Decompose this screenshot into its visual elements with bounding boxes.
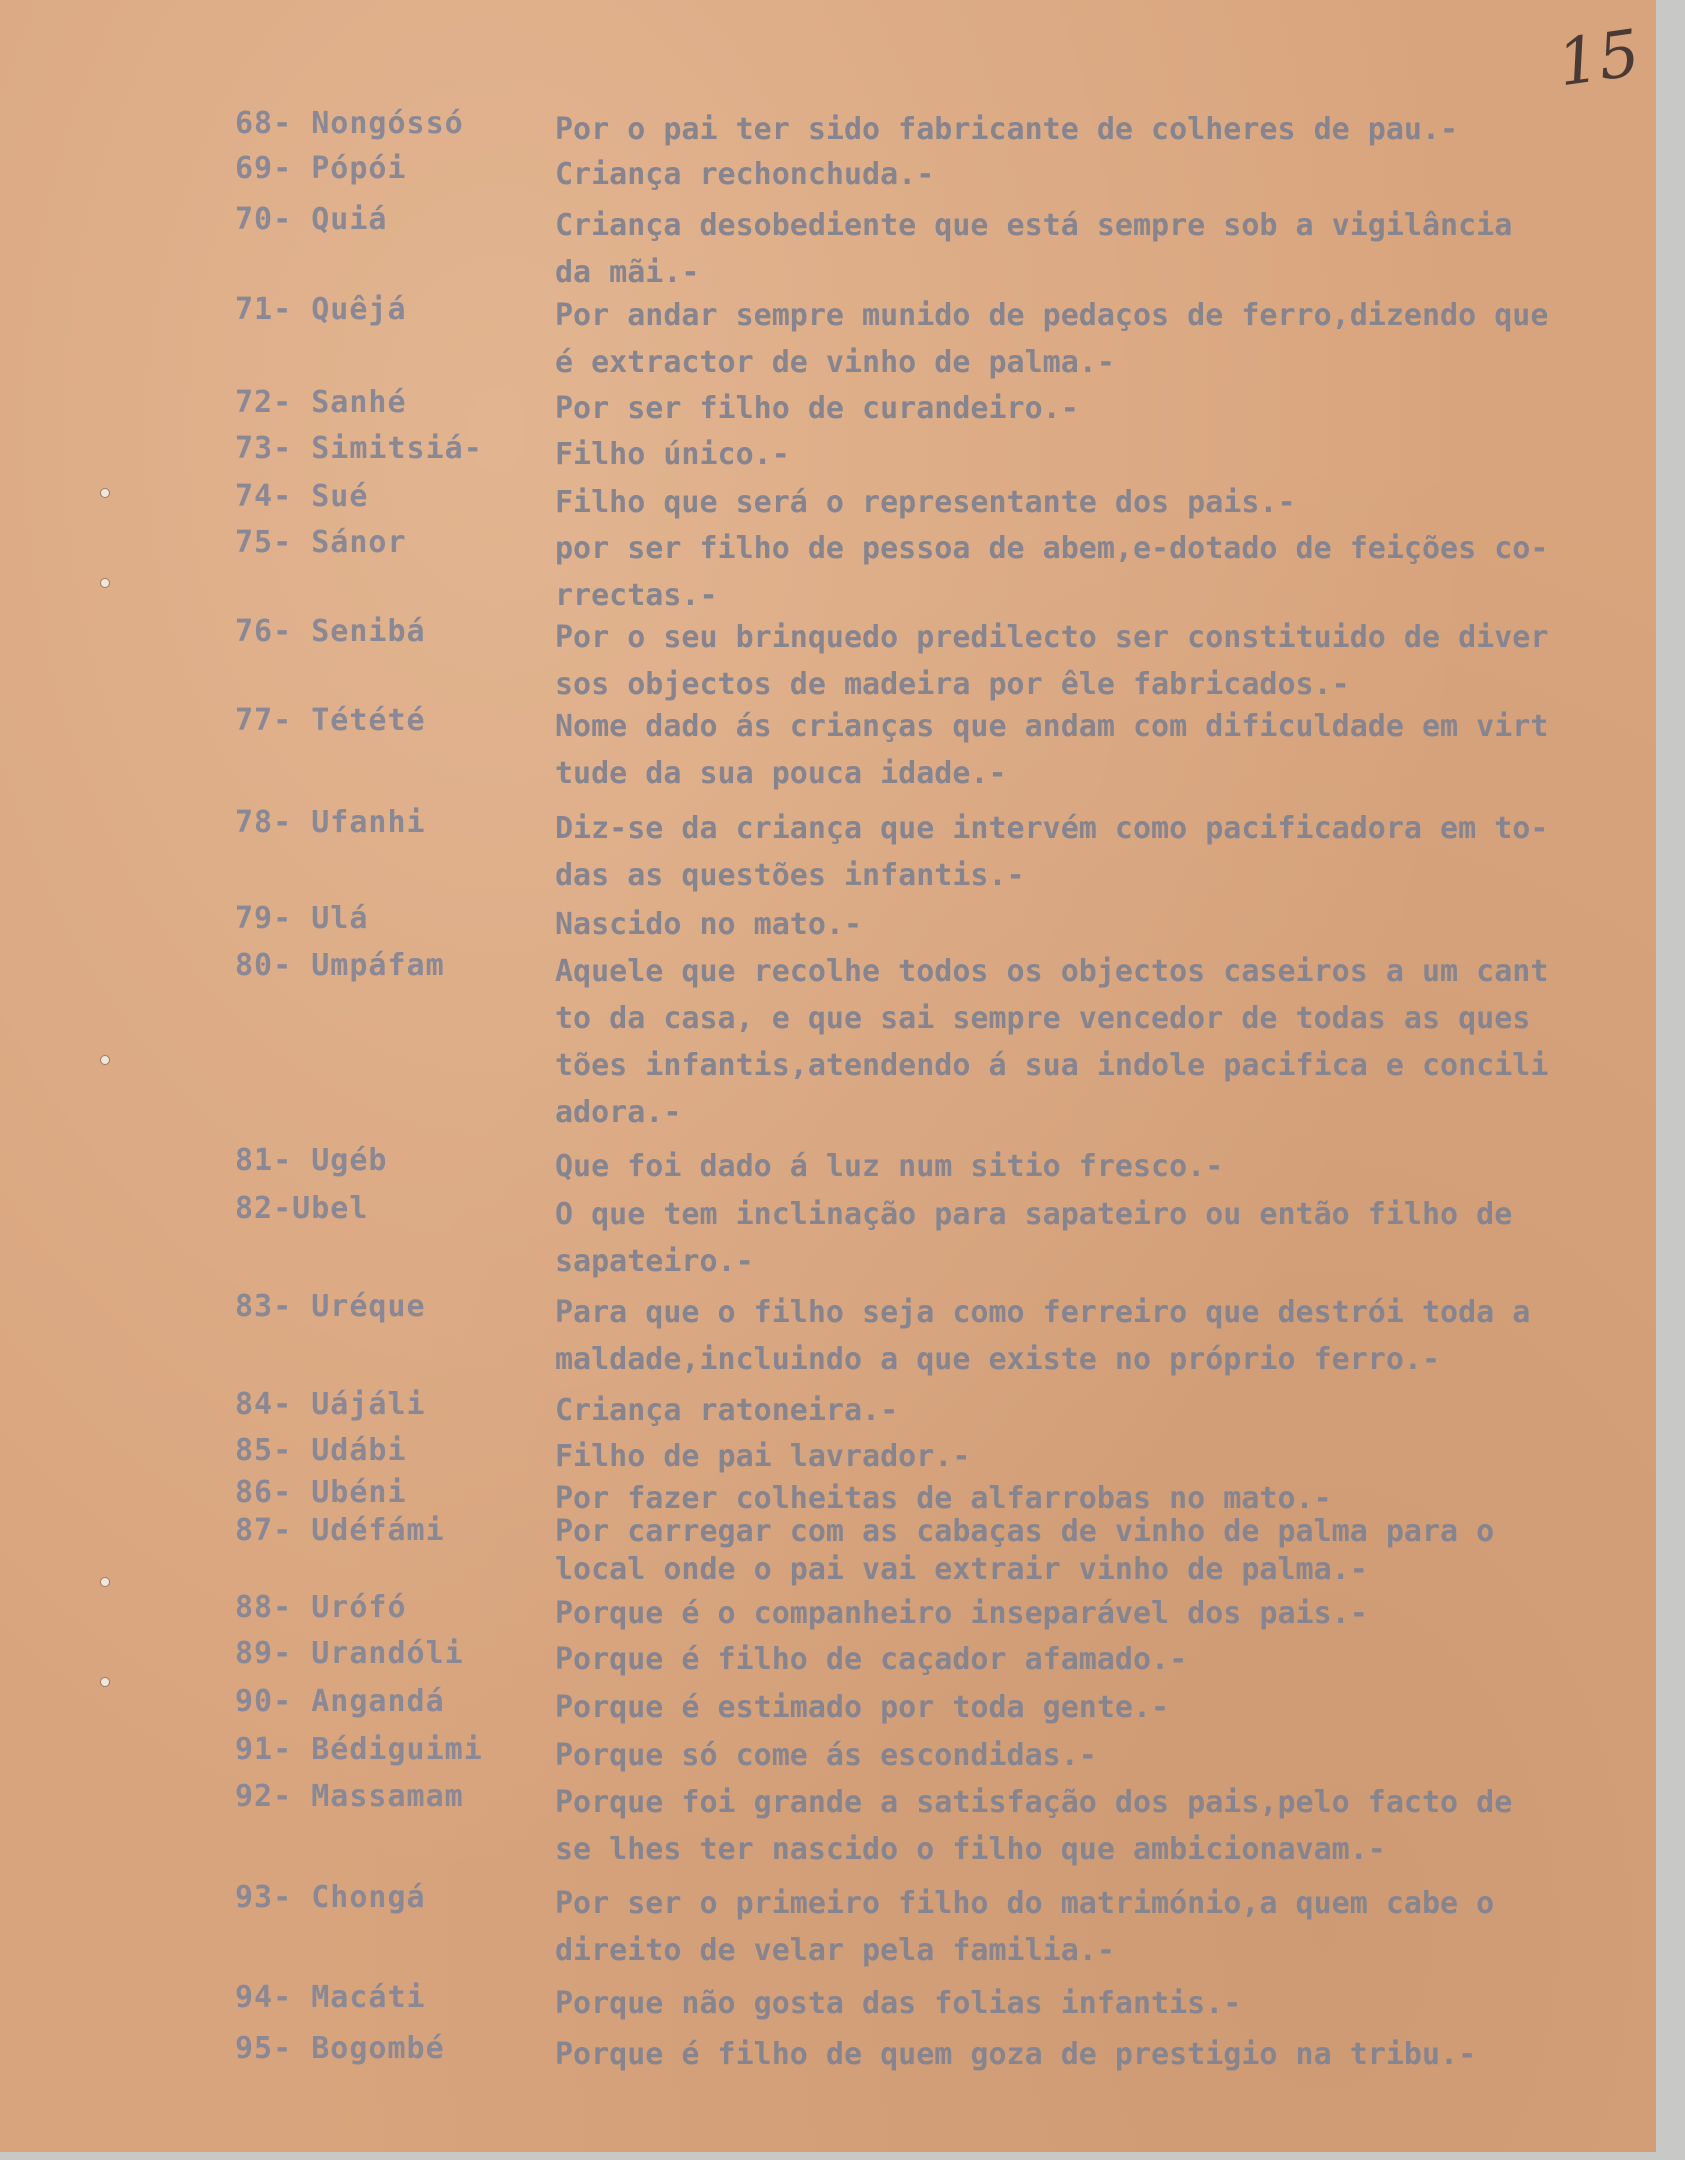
entry-name: 84- Uájáli xyxy=(235,1387,426,1422)
entry-meaning: Por fazer colheitas de alfarrobas no mato.- xyxy=(555,1481,1332,1516)
entry-meaning: Porque foi grande a satisfação dos pais,pelo facto de se lhes ter nascido o filho que ambicionavam.- xyxy=(555,1785,1513,1867)
entry-name: 71- Quêjá xyxy=(235,292,407,327)
entry-name: 88- Urófó xyxy=(235,1590,407,1625)
page-number: 15 xyxy=(1553,16,1645,102)
entry-name: 85- Udábi xyxy=(235,1433,407,1468)
entry-meaning: Nascido no mato.- xyxy=(555,907,863,942)
entry-meaning: Por o seu brinquedo predilecto ser constituido de diver sos objectos de madeira por êle fabricados.- xyxy=(555,620,1549,702)
punch-hole xyxy=(100,1055,110,1065)
entry-name: 78- Ufanhi xyxy=(235,805,426,840)
punch-hole xyxy=(100,1677,110,1687)
entry-meaning: Por ser filho de curandeiro.- xyxy=(555,391,1079,426)
entry-name: 91- Bédiguimi xyxy=(235,1732,483,1767)
entry-meaning: Filho único.- xyxy=(555,437,790,472)
entry-meaning: Por o pai ter sido fabricante de colheres de pau.- xyxy=(555,112,1459,147)
entry-meaning: Criança rechonchuda.- xyxy=(555,157,935,192)
entry-meaning: Porque é filho de caçador afamado.- xyxy=(555,1642,1188,1677)
punch-hole xyxy=(100,578,110,588)
entry-name: 77- Tétété xyxy=(235,703,426,738)
entry-name: 90- Angandá xyxy=(235,1684,445,1719)
entry-name: 79- Ulá xyxy=(235,901,369,936)
entry-name: 68- Nongóssó xyxy=(235,106,464,141)
entry-name: 81- Ugéb xyxy=(235,1143,388,1178)
entry-meaning: Aquele que recolhe todos os objectos caseiros a um cant to da casa, e que sai sempre vencedor de todas as ques tões infantis,atendendo á sua indole pacifica e concili adora.- xyxy=(555,954,1549,1130)
entry-name: 82-Ubel xyxy=(235,1191,369,1226)
entry-name: 86- Ubéni xyxy=(235,1475,407,1510)
entry-meaning: Criança desobediente que está sempre sob a vigilância da mãi.- xyxy=(555,208,1513,290)
entry-name: 83- Uréque xyxy=(235,1289,426,1324)
entry-name: 75- Sánor xyxy=(235,525,407,560)
entry-meaning: Que foi dado á luz num sitio fresco.- xyxy=(555,1149,1224,1184)
entry-name: 95- Bogombé xyxy=(235,2031,445,2066)
entry-name: 70- Quiá xyxy=(235,202,388,237)
entry-meaning: Porque só come ás escondidas.- xyxy=(555,1738,1097,1773)
entry-name: 69- Pópói xyxy=(235,151,407,186)
entry-meaning: Porque não gosta das folias infantis.- xyxy=(555,1986,1242,2021)
entry-meaning: Filho de pai lavrador.- xyxy=(555,1439,971,1474)
entry-meaning: Porque é filho de quem goza de prestigio na tribu.- xyxy=(555,2037,1477,2072)
entry-meaning: Criança ratoneira.- xyxy=(555,1393,899,1428)
entry-meaning: Por andar sempre munido de pedaços de ferro,dizendo que é extractor de vinho de palma.- xyxy=(555,298,1549,380)
entry-name: 94- Macáti xyxy=(235,1980,426,2015)
entry-meaning: por ser filho de pessoa de abem,e-dotado de feições co- rrectas.- xyxy=(555,531,1549,613)
punch-hole xyxy=(100,1577,110,1587)
entry-meaning: Diz-se da criança que intervém como pacificadora em to- das as questões infantis.- xyxy=(555,811,1549,893)
entry-name: 93- Chongá xyxy=(235,1880,426,1915)
entry-meaning: Filho que será o representante dos pais.- xyxy=(555,485,1296,520)
punch-hole xyxy=(100,488,110,498)
entry-name: 92- Massamam xyxy=(235,1779,464,1814)
entry-name: 72- Sanhé xyxy=(235,385,407,420)
entry-meaning: O que tem inclinação para sapateiro ou então filho de sapateiro.- xyxy=(555,1197,1513,1279)
entry-meaning: Porque é o companheiro inseparável dos pais.- xyxy=(555,1596,1368,1631)
entry-name: 73- Simitsiá- xyxy=(235,431,483,466)
entry-meaning: Por carregar com as cabaças de vinho de palma para o local onde o pai vai extrair vinho de palma.- xyxy=(555,1514,1495,1587)
entry-name: 89- Urandóli xyxy=(235,1636,464,1671)
entry-meaning: Por ser o primeiro filho do matrimónio,a quem cabe o direito de velar pela familia.- xyxy=(555,1886,1495,1968)
entry-name: 76- Senibá xyxy=(235,614,426,649)
entry-name: 74- Sué xyxy=(235,479,369,514)
entry-name: 87- Udéfámi xyxy=(235,1513,445,1548)
entry-meaning: Porque é estimado por toda gente.- xyxy=(555,1690,1170,1725)
entry-meaning: Nome dado ás crianças que andam com dificuldade em virt tude da sua pouca idade.- xyxy=(555,709,1549,791)
entry-name: 80- Umpáfam xyxy=(235,948,445,983)
entry-meaning: Para que o filho seja como ferreiro que destrói toda a maldade,incluindo a que existe no próprio ferro.- xyxy=(555,1295,1531,1377)
